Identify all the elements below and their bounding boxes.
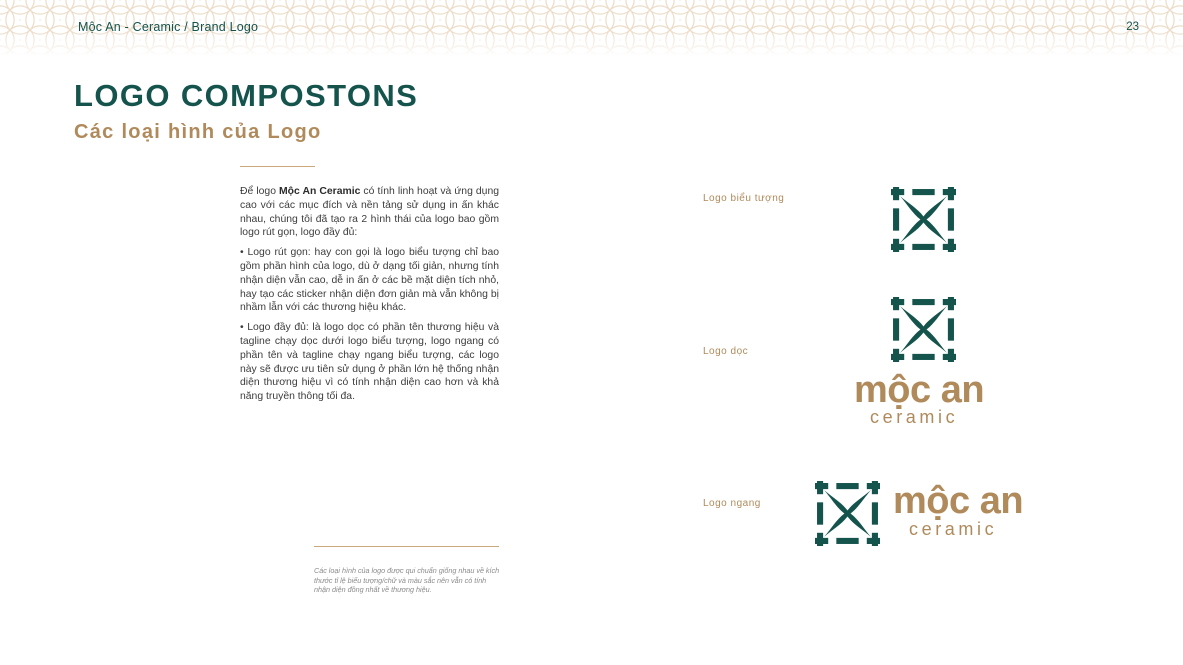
body-text (240, 185, 499, 410)
page-subtitle: Các loại hình của Logo (74, 121, 322, 143)
logo-horizontal-mark (815, 481, 880, 546)
logo-vertical-tagline: ceramic (870, 407, 959, 427)
bullet-full-logo: • Logo đầy đủ: là logo dọc có phần tên thương hiệu và tagline chạy dọc dưới logo biểu tượng, logo ngang có phần tên và tagline chạy ngang biểu tượng, các logo này sẽ được ưu tiên sử dụng ở phần lớn hệ thống nhận diện thương hiệu vì có tính nhận diện cao hơn và khả năng truyền thông tối đa. (240, 322, 499, 403)
logo-horizontal-tagline: ceramic (909, 519, 998, 539)
page-number: 23 (1126, 21, 1139, 33)
logo-vertical-mark (891, 297, 956, 362)
intro-paragraph: Để logo Mộc An Ceramic có tính linh hoạt và ứng dụng cao với các mục đích và nền tảng sử dụng in ấn khác nhau, chúng tôi đã tạo ra 2 hình thái của logo bao gồm logo rút gọn, logo đầy đủ: (240, 186, 500, 239)
brand-name: Mộc An Ceramic (279, 186, 361, 197)
logo-horizontal-wordmark: mộc an (893, 480, 1024, 522)
title-divider (240, 166, 315, 167)
footnote-divider (314, 546, 499, 547)
header-breadcrumb: Mộc An - Ceramic / Brand Logo (78, 20, 259, 34)
bullet-short-logo: • Logo rút gọn: hay con gọi là logo biểu tượng chỉ bao gồm phần hình của logo, dù ở dạng tối giản, nhưng tính nhận diện vẫn cao, dễ in ấn ở các bề mặt diện tích nhỏ, hay tạo các sticker nhận diện đơn giản mà vẫn không bị nhầm lẫn với các thương hiệu khác. (240, 247, 499, 314)
footnote: Các loại hình của logo được qui chuẩn giống nhau về kích thước tỉ lệ biểu tượng/chữ và màu sắc nên vẫn có tính nhận diện đồng nhất về thương hiệu. (314, 566, 500, 595)
logo-vertical-wordmark: mộc an (854, 369, 985, 411)
page-title: LOGO COMPOSTONS (74, 78, 419, 113)
logo-icon-mark (891, 187, 956, 252)
label-icon-logo: Logo biểu tượng (703, 193, 785, 204)
label-horizontal-logo: Logo ngang (703, 498, 761, 509)
label-vertical-logo: Logo dọc (703, 346, 749, 357)
